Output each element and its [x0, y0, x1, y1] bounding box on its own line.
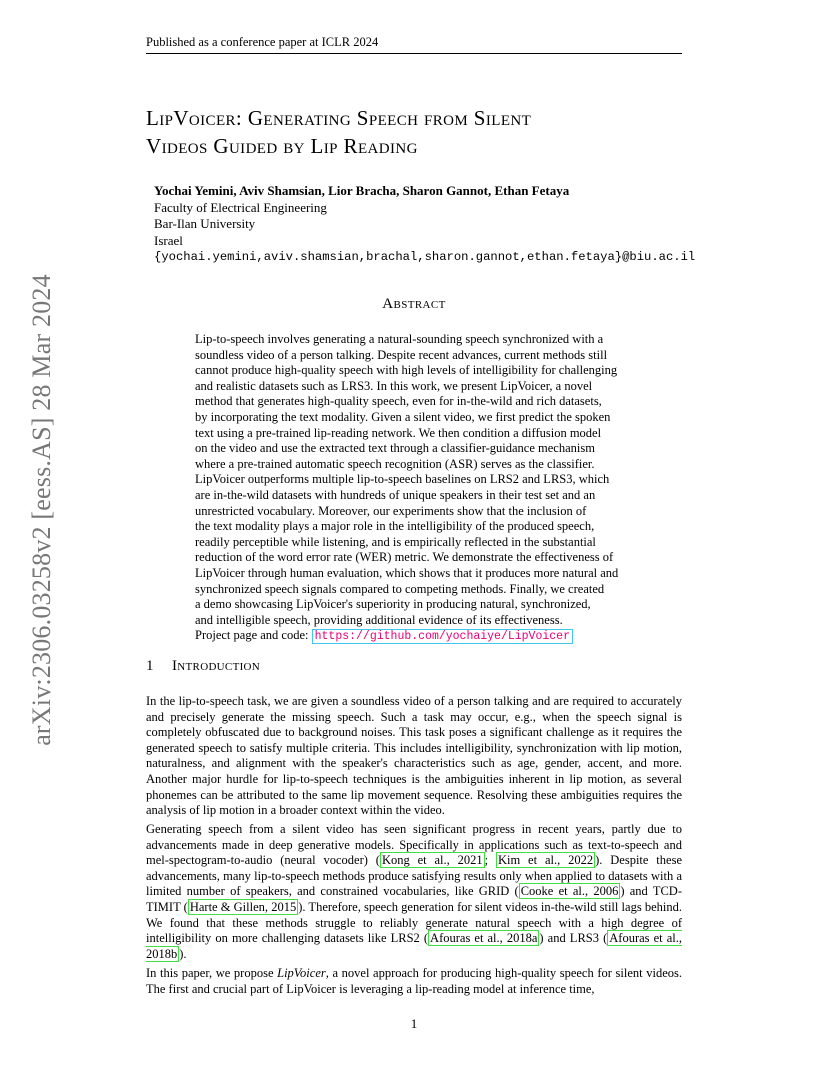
running-header: Published as a conference paper at ICLR 2024 — [146, 35, 379, 49]
title-line-2: Videos Guided by Lip Reading — [146, 134, 418, 158]
author-university: Bar-Ilan University — [154, 216, 256, 231]
abstract-line: text using a pre-trained lip-reading network. We then condition a diffusion model — [195, 425, 602, 440]
author-faculty: Faculty of Electrical Engineering — [154, 199, 327, 215]
paragraph-text: ; — [484, 853, 496, 868]
abstract-line: unrestricted vocabulary. Moreover, our experiments show that the inclusion of — [195, 503, 587, 518]
abstract-line: and intelligible speech, providing additional evidence of its effectiveness. — [195, 612, 563, 627]
abstract-line: synchronized speech signals compared to competing methods. Finally, we created — [195, 581, 605, 596]
abstract-line: and realistic datasets such as LRS3. In this work, we present LipVoicer, a novel — [195, 378, 593, 393]
author-email[interactable]: {yochai.yemini,aviv.shamsian,brachal,sharon.gannot,ethan.fetaya}@biu.ac.il — [154, 250, 696, 264]
section-heading — [146, 658, 260, 675]
abstract-line: readily perceptible while listening, and is empirically reflected in the substantial — [195, 534, 596, 549]
arxiv-stamp: arXiv:2306.03258v2 [eess.AS] 28 Mar 2024 — [27, 274, 56, 746]
paragraph-3 — [146, 966, 682, 997]
abstract-heading: Abstract — [382, 296, 446, 312]
abstract-line: LipVoicer through human evaluation, which shows that it produces more natural and — [195, 565, 619, 580]
abstract-line: reduction of the word error rate (WER) metric. We demonstrate the effectiveness of — [195, 550, 614, 565]
author-names: Yochai Yemini, Aviv Shamsian, Lior Bracha, Sharon Gannot, Ethan Fetaya — [154, 183, 570, 198]
paragraph-text: ) and TCD-TIMIT ( — [146, 884, 682, 914]
abstract-line: a demo showcasing LipVoicer's superiority in producing natural, synchronized, — [195, 597, 591, 612]
abstract-line: on the video and use the extracted text through a classifier-guidance mechanism — [195, 441, 595, 456]
abstract-line: cannot produce high-quality speech with high levels of intelligibility for challenging — [195, 363, 618, 378]
section-title: Introduction — [172, 658, 261, 674]
project-line — [195, 628, 635, 645]
abstract-line: method that generates high-quality speech, even for in-the-wild and rich datasets, — [195, 394, 602, 409]
abstract-line: by incorporating the text modality. Given a silent video, we first predict the spoken — [195, 409, 611, 424]
paper-title — [146, 104, 706, 160]
abstract-line: the text modality plays a major role in the intelligibility of the produced speech, — [195, 519, 595, 534]
project-link[interactable]: https://github.com/yochaiye/LipVoicer — [312, 629, 573, 644]
abstract-body — [195, 332, 635, 645]
citation-link[interactable]: Kim et al., 2022 — [497, 853, 594, 868]
author-country: Israel — [154, 232, 183, 248]
paragraph-text: ). Despite these advancements, many lip-to-speech methods produce satisfying results only when applied to datasets with a limited number of speakers, and constrained vocabularies, like GRID ( — [146, 853, 682, 899]
paragraph-text: In this paper, we propose — [146, 966, 278, 980]
paragraph-text: ). Therefore, speech generation for silent videos in-the-wild still lags behind. We found that these methods struggle to reliably generate natural speech with a high degree of intelligibility on more challenging datasets like LRS2 ( — [146, 899, 682, 946]
paragraph-text: ) and LRS3 ( — [539, 931, 608, 946]
citation-link[interactable]: Harte & Gillen, 2015 — [189, 899, 297, 914]
abstract-line: soundless video of a person talking. Despite recent advances, current methods still — [195, 347, 608, 362]
paragraph-2 — [146, 822, 682, 962]
page-number: 1 — [410, 1016, 418, 1031]
paragraph-text: Generating speech from a silent video has seen significant progress in recent years, partly due to advancements made in deep generative models. Specifically in applications such as text-to-speech and mel-spectogram-to-audio (neural vocoder) ( — [146, 822, 682, 868]
author-block — [154, 183, 695, 266]
project-label: Project page and code: — [195, 628, 309, 643]
citation-link[interactable]: Kong et al., 2021 — [381, 853, 483, 868]
paragraph-1: In the lip-to-speech task, we are given a soundless video of a person talking and are required to accurately and precisely generate the missing speech. Such a task may occur, e.g., when the speech signal is completely obfuscated due to background noises. This task poses a significant challenge as it requires the generated speech to satisfy multiple criteria. This includes intelligibility, synchronization with lip motion, naturalness, and alignment with the speaker's characteristics such as age, gender, accent, and more. Another major hurdle for lip-to-speech techniques is the ambiguities inherent in lip motion, as several phonemes can be attributed to the same lip movement sequence. Resolving these ambiguities requires the analysis of lip motion in a broader context within the video. — [146, 694, 682, 818]
paragraph-text: ). — [179, 946, 187, 961]
method-name: LipVoicer — [277, 966, 326, 980]
abstract-line: where a pre-trained automatic speech recognition (ASR) serves as the classifier. — [195, 456, 595, 471]
paragraph-text: , a novel approach for producing high-quality speech for silent videos. The first and crucial part of LipVoicer is leveraging a lip-reading model at inference time, — [146, 966, 682, 996]
citation-link[interactable]: Cooke et al., 2006 — [520, 884, 619, 899]
citation-link[interactable]: Afouras et al., 2018b — [146, 931, 682, 961]
title-line-1: LipVoicer: Generating Speech from Silent — [146, 106, 532, 130]
header-rule — [146, 53, 682, 54]
citation-link[interactable]: Afouras et al., 2018a — [430, 931, 538, 946]
abstract-line: are in-the-wild datasets with hundreds of unique speakers in their test set and an — [195, 487, 596, 502]
abstract-line: Lip-to-speech involves generating a natural-sounding speech synchronized with a — [195, 332, 604, 346]
section-number: 1 — [146, 658, 154, 674]
abstract-line: LipVoicer outperforms multiple lip-to-speech baselines on LRS2 and LRS3, which — [195, 472, 610, 487]
